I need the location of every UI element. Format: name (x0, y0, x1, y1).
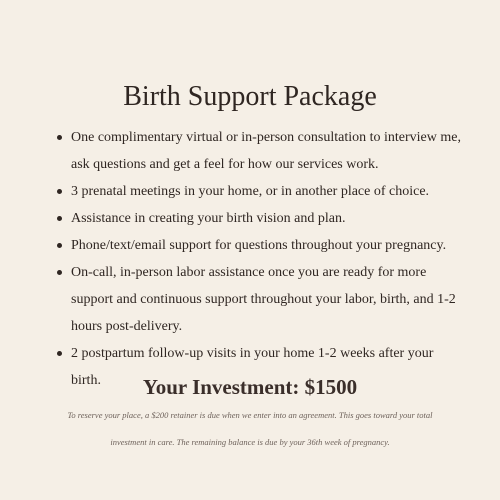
list-item-text: One complimentary virtual or in-person consultation to interview me, ask questions and get a feel for how our services work. (71, 130, 461, 172)
package-features-list (54, 124, 464, 394)
list-item (54, 232, 464, 259)
bullet-icon (57, 135, 62, 140)
bullet-icon (57, 270, 62, 275)
list-item (54, 124, 464, 178)
list-item-text: On-call, in-person labor assistance once you are ready for more support and continuous support throughout your labor, birth, and 1-2 hours post-delivery. (71, 265, 456, 334)
page-title: Birth Support Package (123, 81, 377, 112)
retainer-note: To reserve your place, a $200 retainer is due when we enter into an agreement. This goes toward your total investment in care. The remaining balance is due by your 36th week of pregnancy. (67, 410, 433, 447)
bullet-icon (57, 243, 62, 248)
list-item (54, 178, 464, 205)
list-item-text: 2 postpartum follow-up visits in your home 1-2 weeks after your birth. (71, 346, 434, 388)
list-item (54, 259, 464, 340)
bullet-icon (57, 351, 62, 356)
list-item-text: 3 prenatal meetings in your home, or in another place of choice. (71, 184, 430, 199)
list-item (54, 205, 464, 232)
bullet-icon (57, 189, 62, 194)
list-item-text: Phone/text/email support for questions throughout your pregnancy. (71, 238, 447, 253)
bullet-icon (57, 216, 62, 221)
list-item-text: Assistance in creating your birth vision and plan. (71, 211, 346, 226)
investment-heading: Your Investment: $1500 (142, 375, 358, 399)
